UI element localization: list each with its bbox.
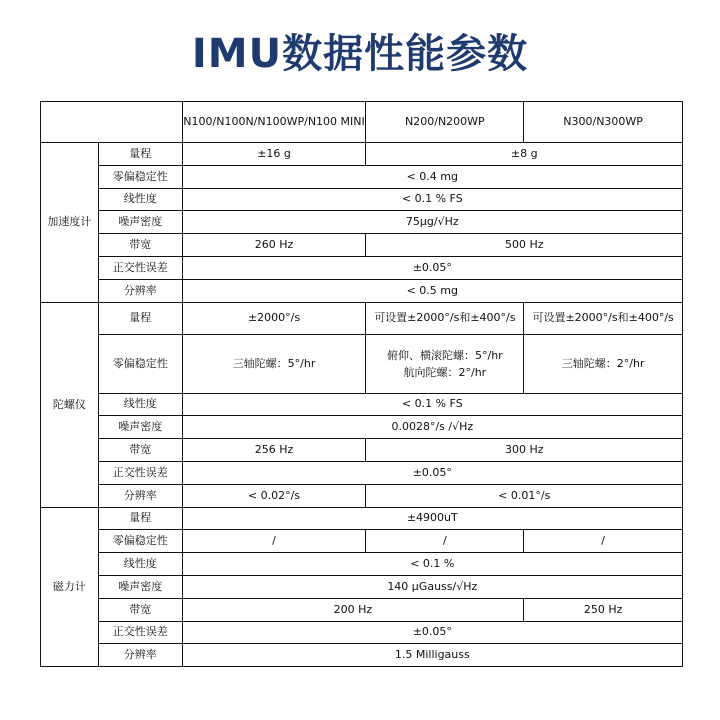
table-row: [41, 234, 683, 257]
cell: ±8 g: [366, 143, 683, 166]
row-label: 噪声密度: [98, 416, 182, 439]
cell: 0.0028°/s /√Hz: [182, 416, 682, 439]
table-row: [41, 598, 683, 621]
header-empty: [41, 102, 183, 143]
row-label: 零偏稳定性: [98, 165, 182, 188]
row-label: 正交性误差: [98, 256, 182, 279]
cell: [366, 334, 524, 393]
table-row: [41, 621, 683, 644]
cell: ±0.05°: [182, 256, 682, 279]
table-row: [41, 575, 683, 598]
table-row: [41, 302, 683, 334]
cell: 250 Hz: [524, 598, 683, 621]
table-row: [41, 393, 683, 416]
header-n200: N200/N200WP: [366, 102, 524, 143]
row-label: 线性度: [98, 553, 182, 576]
row-label: 带宽: [98, 234, 182, 257]
row-label: 线性度: [98, 188, 182, 211]
row-label: 分辨率: [98, 279, 182, 302]
cell: < 0.01°/s: [366, 484, 683, 507]
cell: 500 Hz: [366, 234, 683, 257]
page-title: IMU数据性能参数: [191, 31, 529, 77]
row-label: 噪声密度: [98, 211, 182, 234]
cell: ±16 g: [182, 143, 366, 166]
table-row: [41, 507, 683, 530]
table-row: [41, 165, 683, 188]
table-row: [41, 484, 683, 507]
cell: ±2000°/s: [182, 302, 366, 334]
table-row: [41, 188, 683, 211]
cell: < 0.5 mg: [182, 279, 682, 302]
header-n300: N300/N300WP: [524, 102, 683, 143]
table-row: [41, 416, 683, 439]
cell: 可设置±2000°/s和±400°/s: [366, 302, 524, 334]
row-label: 噪声密度: [98, 575, 182, 598]
cell: 260 Hz: [182, 234, 366, 257]
table-row: [41, 334, 683, 393]
table-row: [41, 530, 683, 553]
row-label: 正交性误差: [98, 621, 182, 644]
cell: 三轴陀螺：5°/hr: [182, 334, 366, 393]
cell: < 0.4 mg: [182, 165, 682, 188]
cell-line: 航向陀螺：2°/hr: [403, 365, 487, 379]
cell: 300 Hz: [366, 439, 683, 462]
cell: 200 Hz: [182, 598, 524, 621]
table-row: [41, 256, 683, 279]
cell: 140 µGauss/√Hz: [182, 575, 682, 598]
row-label: 线性度: [98, 393, 182, 416]
row-label: 分辨率: [98, 484, 182, 507]
row-label: 分辨率: [98, 644, 182, 667]
cell: 1.5 Milligauss: [182, 644, 682, 667]
cell: ±0.05°: [182, 621, 682, 644]
cell: 三轴陀螺：2°/hr: [524, 334, 683, 393]
cell: 可设置±2000°/s和±400°/s: [524, 302, 683, 334]
table-row: [41, 439, 683, 462]
cell: ±4900uT: [182, 507, 682, 530]
cell: /: [366, 530, 524, 553]
row-label: 带宽: [98, 439, 182, 462]
cell: < 0.1 % FS: [182, 393, 682, 416]
row-label: 正交性误差: [98, 461, 182, 484]
cell: < 0.1 % FS: [182, 188, 682, 211]
row-label: 量程: [98, 507, 182, 530]
group-mag: 磁力计: [41, 507, 99, 667]
cell: 256 Hz: [182, 439, 366, 462]
row-label: 带宽: [98, 598, 182, 621]
table-row: [41, 211, 683, 234]
row-label: 量程: [98, 302, 182, 334]
cell: /: [182, 530, 366, 553]
header-row: [41, 102, 683, 143]
row-label: 量程: [98, 143, 182, 166]
group-gyro: 陀螺仪: [41, 302, 99, 507]
table-row: [41, 279, 683, 302]
cell-line: 俯仰、横滚陀螺：5°/hr: [387, 348, 503, 362]
table-row: [41, 143, 683, 166]
cell: < 0.02°/s: [182, 484, 366, 507]
row-label: 零偏稳定性: [98, 530, 182, 553]
cell: < 0.1 %: [182, 553, 682, 576]
imu-spec-table: [40, 101, 683, 667]
table-row: [41, 461, 683, 484]
table-row: [41, 553, 683, 576]
table-row: [41, 644, 683, 667]
group-accel: 加速度计: [41, 143, 99, 303]
cell: /: [524, 530, 683, 553]
header-n100: N100/N100N/N100WP/N100 MINI: [182, 102, 366, 143]
row-label: 零偏稳定性: [98, 334, 182, 393]
cell: ±0.05°: [182, 461, 682, 484]
cell: 75µg/√Hz: [182, 211, 682, 234]
